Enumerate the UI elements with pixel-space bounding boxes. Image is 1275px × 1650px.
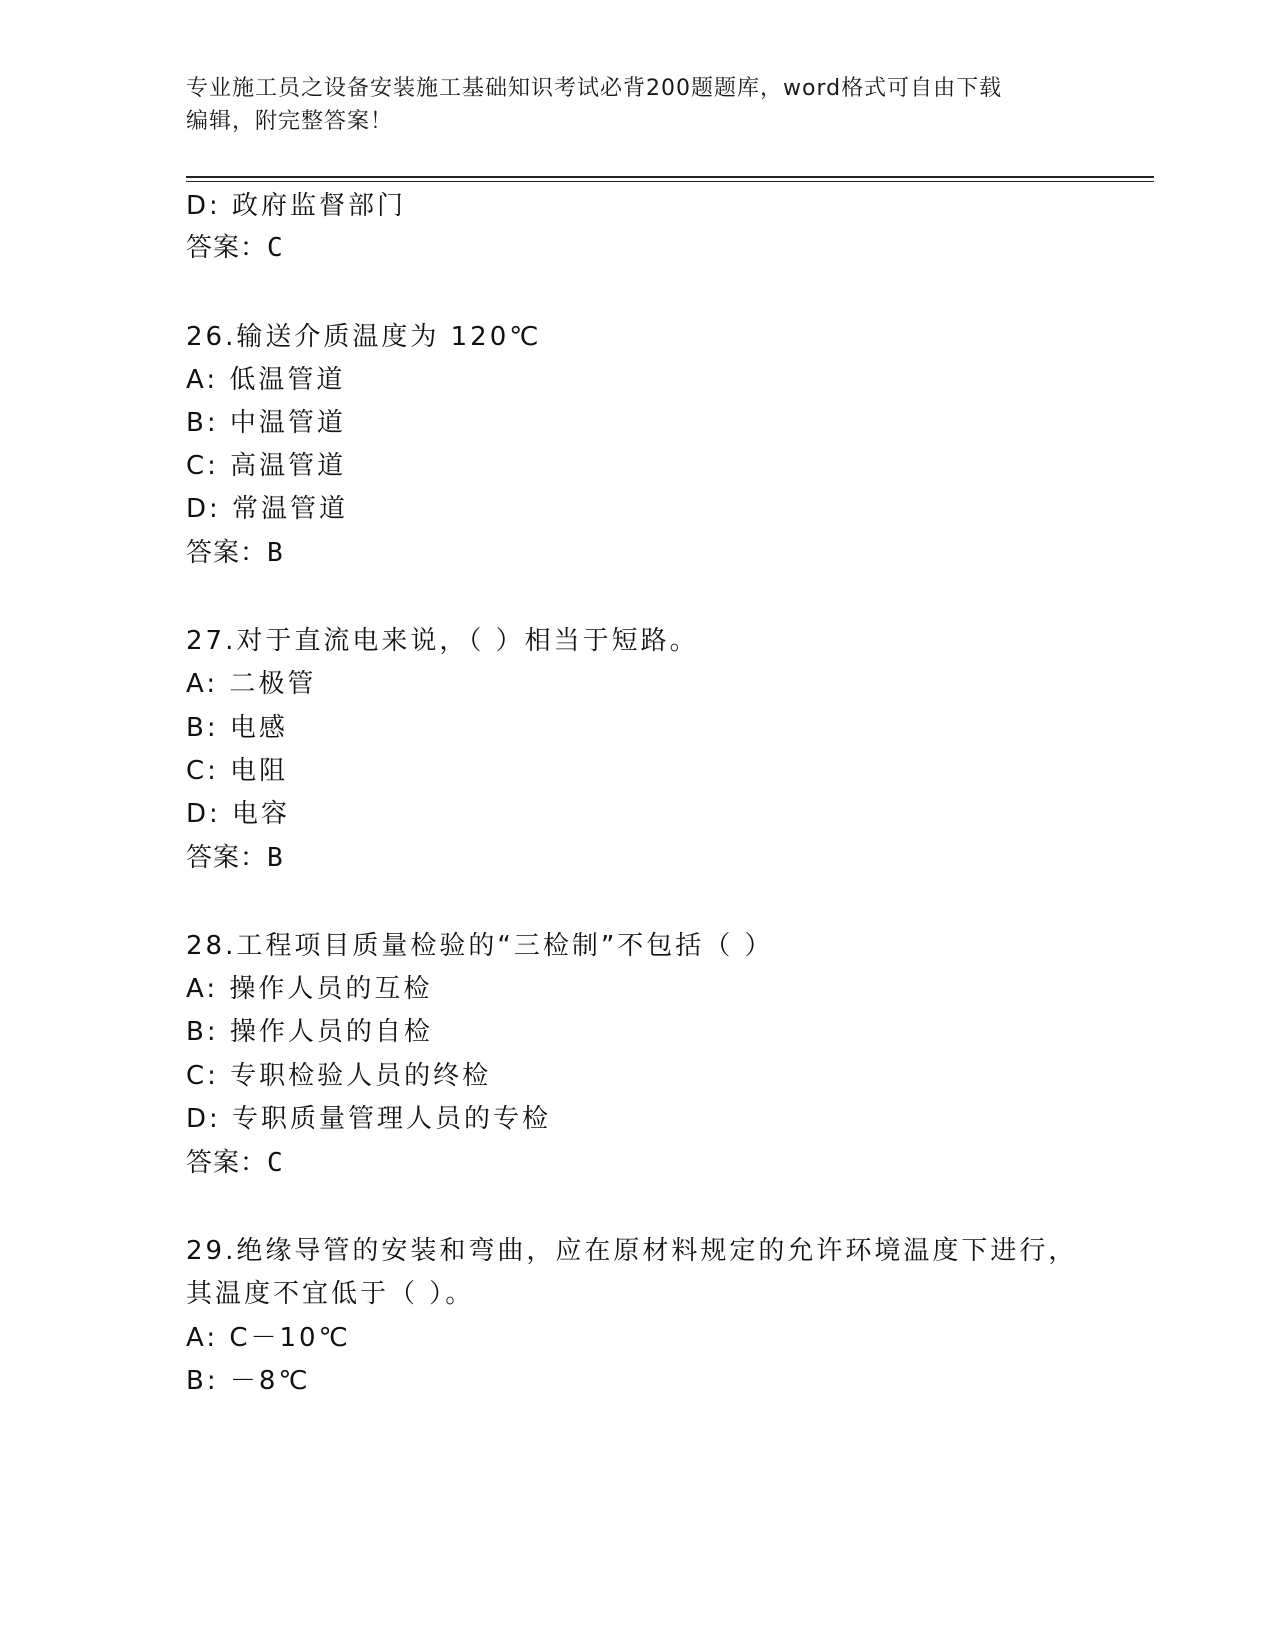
q26-option-c: C: 高温管道 — [186, 451, 347, 481]
q28-option-b: B: 操作人员的自检 — [186, 1017, 433, 1047]
q28-option-c: C: 专职检验人员的终检 — [186, 1061, 492, 1091]
q28-answer — [186, 1146, 284, 1180]
header-line-2: 编辑，附完整答案！ — [186, 109, 394, 134]
q25-option-d: D: 政府监督部门 — [186, 191, 407, 221]
q29-option-a: A: C－10℃ — [186, 1323, 351, 1353]
answer-value: C — [267, 233, 284, 263]
answer-label: 答案： — [186, 843, 268, 873]
q26-option-a: A: 低温管道 — [186, 365, 346, 395]
q27-option-c: C: 电阻 — [186, 756, 289, 786]
q26-option-d: D: 常温管道 — [186, 494, 349, 524]
q27-option-d: D: 电容 — [186, 799, 291, 829]
header-line-1: 专业施工员之设备安装施工基础知识考试必背200题题库，word格式可自由下载 — [186, 76, 1003, 101]
q27-answer — [186, 841, 284, 875]
answer-value: B — [267, 843, 284, 873]
q27-stem: 27.对于直流电来说，（ ）相当于短路。 — [186, 626, 699, 656]
answer-value: B — [267, 538, 284, 568]
q28-stem: 28.工程项目质量检验的“三检制”不包括（ ） — [186, 931, 774, 961]
q27-option-a: A: 二极管 — [186, 669, 317, 699]
document-header — [186, 72, 1086, 138]
q29-option-b: B: －8℃ — [186, 1366, 311, 1396]
q27-option-b: B: 电感 — [186, 713, 288, 743]
header-rule-thin — [186, 181, 1154, 182]
q28-option-a: A: 操作人员的互检 — [186, 974, 433, 1004]
q28-option-d: D: 专职质量管理人员的专检 — [186, 1104, 552, 1134]
answer-label: 答案： — [186, 1148, 268, 1178]
q25-answer — [186, 231, 284, 265]
q26-answer — [186, 536, 284, 570]
q26-stem: 26.输送介质温度为 120℃ — [186, 322, 542, 352]
q26-option-b: B: 中温管道 — [186, 408, 346, 438]
answer-value: C — [267, 1148, 284, 1178]
q29-stem-line-1: 29.绝缘导管的安装和弯曲，应在原材料规定的允许环境温度下进行， — [186, 1236, 1078, 1266]
answer-label: 答案： — [186, 233, 268, 263]
answer-label: 答案： — [186, 538, 268, 568]
header-rule-thick — [186, 176, 1154, 178]
q29-stem-line-2: 其温度不宜低于（ ）。 — [186, 1279, 475, 1309]
